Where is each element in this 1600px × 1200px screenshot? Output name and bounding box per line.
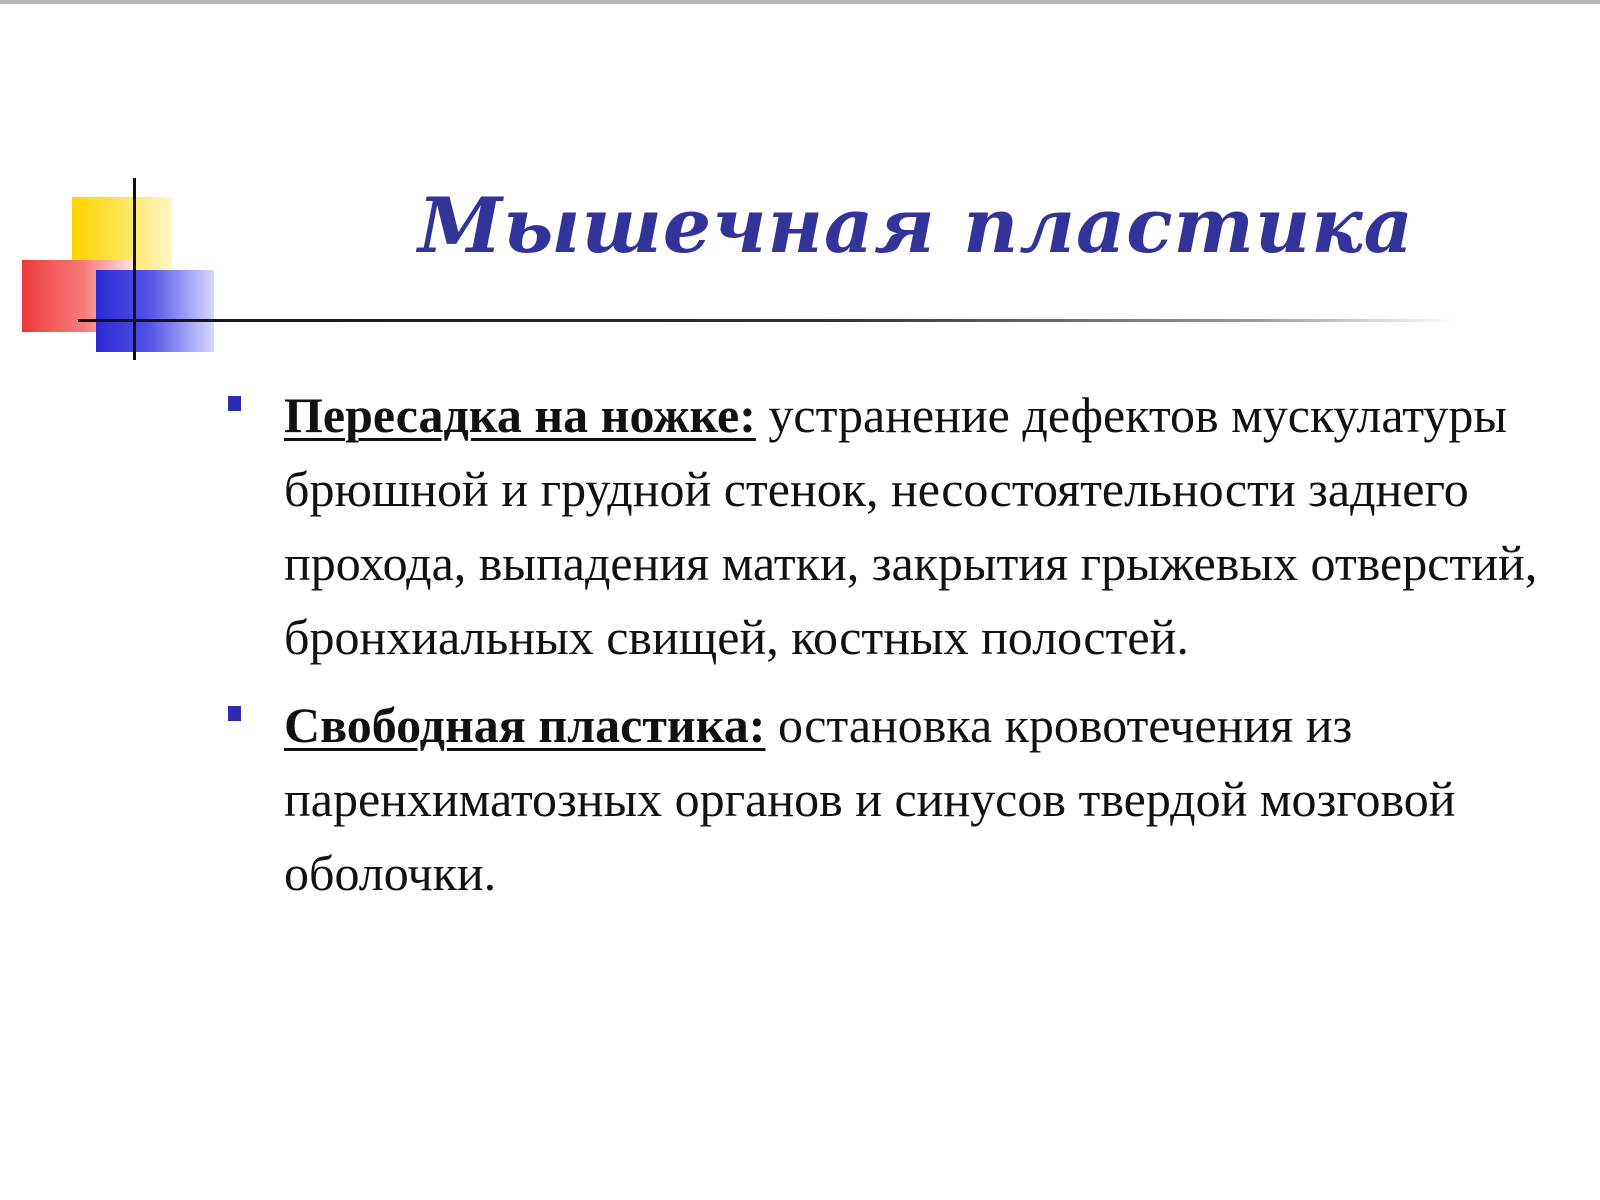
blue-square-decoration <box>96 270 214 352</box>
bullet-item <box>228 378 1558 674</box>
vertical-divider <box>133 178 136 360</box>
bullet-item <box>228 688 1558 910</box>
bullet-text: остановка кровотечения из паренхиматозных органов и синусов твердой мозговой оболочки. <box>284 697 1456 901</box>
bullet-term: Пересадка на ножке: <box>284 387 756 443</box>
slide-title: Мышечная пластика <box>418 181 1414 270</box>
top-border <box>0 0 1600 4</box>
bullet-square-icon <box>228 706 241 721</box>
bullet-list <box>228 378 1558 924</box>
bullet-text: устранение дефектов мускулатуры брюшной и грудной стенок, несостоятельности заднего прохода, выпадения матки, закрытия грыжевых отверстий, бронхиальных свищей, костных полостей. <box>284 387 1538 665</box>
title-underline-divider <box>78 319 1458 322</box>
bullet-square-icon <box>228 396 241 411</box>
bullet-term: Свободная пластика: <box>284 697 766 753</box>
